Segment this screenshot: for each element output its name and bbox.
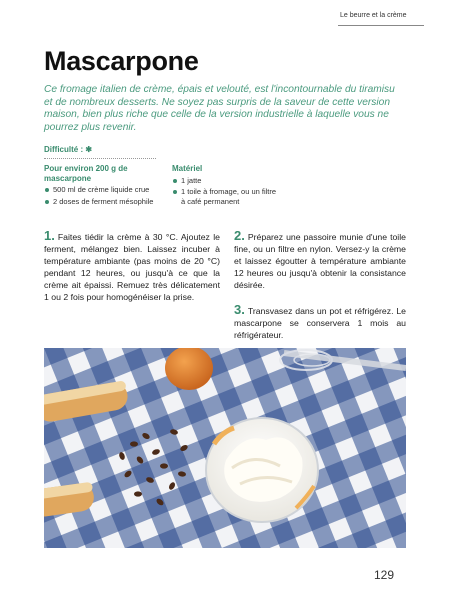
materiel-list [172,176,282,207]
step-number: 3. [234,302,245,317]
step-text: Transvasez dans un pot et réfrigérez. Le mascarpone se conservera 1 mois au réfrigérateur. [234,306,406,340]
ingredients-heading: Pour environ 200 g de mascarpone [44,164,128,183]
materiel-item: 1 toile à fromage, ou un filtre à café permanent [172,187,282,206]
mascarpone-photo [44,348,406,548]
dotted-divider [44,158,156,159]
step-text: Faites tiédir la crème à 30 °C. Ajoutez le ferment, mélangez bien. Laissez incuber à température ambiante (pas moins de 20 °C) pendant 12 heures, ou jusqu'à ce que la crème ait épaissi. Remuez très délicatement 1 ou 2 fois pour homogénéiser la prise. [44,232,220,302]
step-2 [234,230,406,291]
glass-bowl-of-mascarpone [206,418,318,522]
materiel-heading: Matériel [172,164,203,173]
ingredient-item: 2 doses de ferment mésophile [44,197,156,207]
header-rule [338,25,424,26]
page-title: Mascarpone [44,46,199,76]
step-text: Préparez une passoire munie d'une toile fine, ou un filtre en nylon. Versez-y la crème et laissez égoutter à température ambiante 12 heures ou jusqu'à obtenir la consistance désirée. [234,232,406,290]
ingredients-list [44,185,156,206]
step-number: 2. [234,228,245,243]
step-number: 1. [44,228,55,243]
page-number: 129 [374,568,395,582]
ingredient-item: 500 ml de crème liquide crue [44,185,156,195]
materiel-item: 1 jatte [172,176,282,186]
ingredients-section [44,164,156,208]
section-label: Le beurre et la crème [340,12,407,19]
intro-text: Ce fromage italien de crème, épais et velouté, est l'incontournable du tiramisu et de nombreux desserts. Ne soyez pas surpris de la saveur de cette version maison, bien plus riche que celle de la version industrielle à laquelle vous ne pourrez plus revenir. [44,84,395,133]
step-3 [234,304,406,341]
egg [165,348,213,390]
step-1 [44,230,220,303]
difficulty-label: Difficulté : ✱ [44,145,93,154]
materiel-section [172,164,282,208]
